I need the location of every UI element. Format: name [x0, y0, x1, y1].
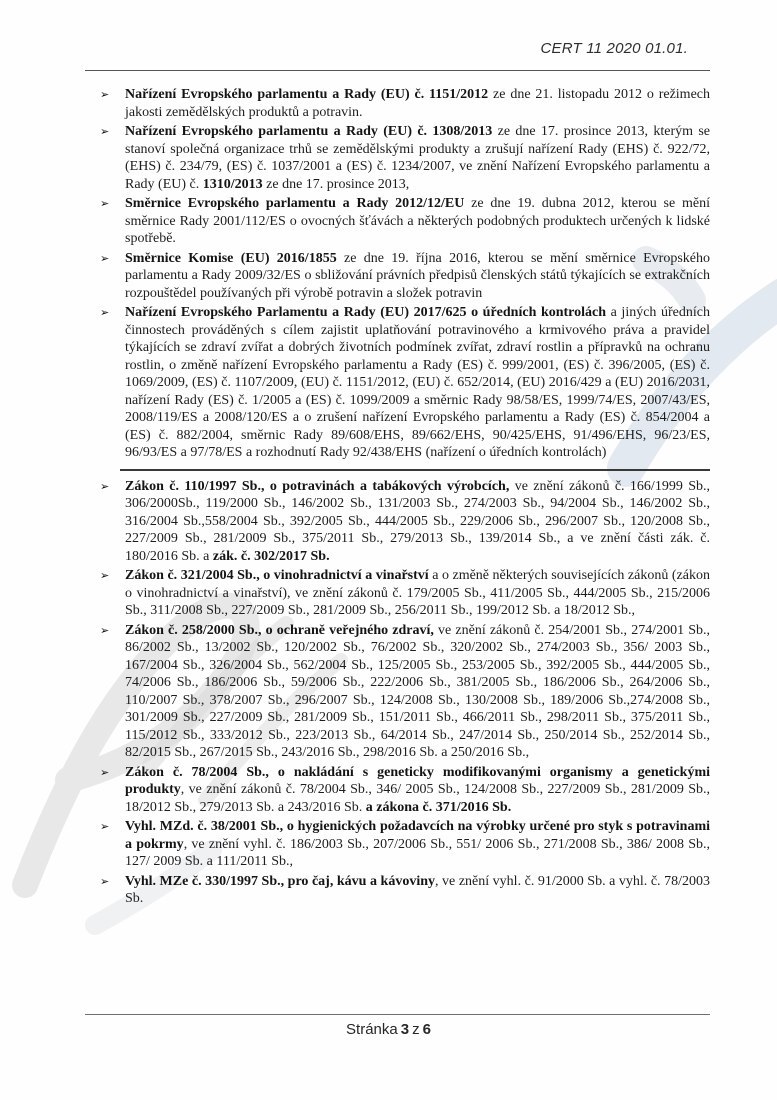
total-pages: 6 [422, 1021, 431, 1038]
arrow-bullet-icon: ➢ [100, 252, 110, 265]
arrow-bullet-icon: ➢ [100, 89, 110, 101]
current-page: 3 [400, 1021, 410, 1038]
list-item [85, 478, 710, 566]
footer-rule [85, 1014, 710, 1015]
list-item-text: Vyhl. MZe č. 330/1997 Sb., pro čaj, kávu a kávoviny, ve znění vyhl. č. 91/2000 Sb. a vyhl. č. 78/2003 Sb. [125, 873, 710, 906]
list-item [85, 250, 710, 303]
list-item-text: Nařízení Evropského Parlamentu a Rady (EU) 2017/625 o úředních kontrolách a jiných úředních činnostech prováděných s cílem zajistit uplatňování potravinového a krmivového práva a pravidel týkajících se zdraví zvířat a dobrých životních podmínek zvířat, zdraví rostlin a přípravků na ochranu rostlin, o změně nařízení Evropského parlamentu a Rady (ES) č. 999/2001, (ES) č. 396/2005, (ES) č. 1069/2009, (ES) č. 1107/2009, (EU) č. 1151/2012, (EU) č. 652/2014, (EU) 2016/429 a (EU) 2016/2031, nařízení Rady (ES) č. 1/2005 a (ES) č. 1099/2009 a směrnic Rady 98/58/ES, 1999/74/ES, 2007/43/ES, 2008/119/ES a 2008/120/ES a o zrušení nařízení Evropského parlamentu a Rady (ES) č. 854/2004 a (ES) č. 882/2004, směrnic Rady 89/608/EHS, 89/662/EHS, 90/425/EHS, 91/496/EHS, 96/23/ES, 96/93/ES a 97/78/ES a rozhodnutí Rady 92/438/EHS (nařízení o úředních kontrolách) [125, 305, 710, 460]
list-item-text: Vyhl. MZd. č. 38/2001 Sb., o hygienických požadavcích na výrobky určené pro styk s potravinami a pokrmy, ve znění vyhl. č. 186/2003 Sb., 207/2006 Sb., 551/ 2006 Sb., 271/2008 Sb., 386/ 2008 Sb., 127/ 2009 Sb. a 111/2011 Sb., [125, 819, 710, 869]
list-item-text: Zákon č. 321/2004 Sb., o vinohradnictví a vinařství a o změně některých souvisejících zákonů (zákon o vinohradnictví a vinařství), ve znění zákonů č. 179/2005 Sb., 411/2005 Sb., 444/2005 Sb., 215/2006 Sb., 311/2008 Sb., 227/2009 Sb., 281/2009 Sb., 256/2011 Sb., 199/2012 Sb. a 18/2012 Sb., [125, 568, 710, 618]
arrow-bullet-icon: ➢ [100, 307, 110, 319]
list-item-text: Zákon č. 78/2004 Sb., o nakládání s geneticky modifikovanými organismy a genetickými produkty, ve znění zákonů č. 78/2004 Sb., 346/ 2005 Sb., 124/2008 Sb., 227/2009 Sb., 281/2009 Sb., 18/2012 Sb., 279/2013 Sb. a 243/2016 Sb. a zákona č. 371/2016 Sb. [125, 764, 710, 815]
of-word: z [412, 1021, 420, 1038]
list-item [85, 86, 710, 121]
list-item [85, 764, 710, 817]
arrow-bullet-icon: ➢ [100, 126, 110, 138]
list-item [85, 195, 710, 248]
arrow-bullet-icon: ➢ [100, 480, 110, 493]
page-header [85, 40, 710, 71]
header-rule [85, 70, 710, 71]
arrow-bullet-icon: ➢ [100, 875, 110, 888]
list-item [85, 304, 710, 462]
section-separator [120, 469, 710, 471]
list-item-text: Nařízení Evropského parlamentu a Rady (EU) č. 1308/2013 ze dne 17. prosince 2013, kterým se stanoví společná organizace trhů se zemědělskými produkty a zrušují nařízení Rady (EHS) č. 922/72, (EHS) č. 234/79, (ES) č. 1037/2001 a (ES) č. 1234/2007, ve znění Nařízení Evropského parlamentu a Rady (EU) č. 1310/2013 ze dne 17. prosince 2013, [125, 124, 710, 192]
document-body [85, 86, 710, 910]
arrow-bullet-icon: ➢ [100, 570, 110, 582]
list-item [85, 873, 710, 908]
list-item-text: Směrnice Komise (EU) 2016/1855 ze dne 19. října 2016, kterou se mění směrnice Evropského parlamentu a Rady 2009/32/ES o sbližování právních předpisů členských států týkajících se extrakčních rozpouštědel používaných při výrobě potravin a složek potravin [125, 250, 711, 301]
arrow-bullet-icon: ➢ [100, 821, 110, 833]
list-item [85, 622, 710, 762]
list-item [85, 123, 710, 193]
arrow-bullet-icon: ➢ [100, 198, 110, 210]
list-item-text: Zákon č. 258/2000 Sb., o ochraně veřejného zdraví, ve znění zákonů č. 254/2001 Sb., 274/2001 Sb., 86/2002 Sb., 13/2002 Sb., 120/2002 Sb., 76/2002 Sb., 320/2002 Sb., 274/2003 Sb., 356/ 2003 Sb., 167/2004 Sb., 326/2004 Sb., 562/2004 Sb., 125/2005 Sb., 253/2005 Sb., 392/2005 Sb., 444/2005 Sb., 74/2006 Sb., 186/2006 Sb., 59/2006 Sb., 222/2006 Sb., 381/2005 Sb., 186/2006 Sb., 264/2006 Sb., 110/2007 Sb., 378/2007 Sb., 296/2007 Sb., 124/2008 Sb., 130/2008 Sb., 189/2006 Sb.,274/2008 Sb., 301/2009 Sb., 227/2009 Sb., 281/2009 Sb., 151/2011 Sb., 466/2011 Sb., 298/2011 Sb., 375/2011 Sb., 115/2012 Sb., 333/2012 Sb., 223/2013 Sb., 64/2014 Sb., 247/2014 Sb., 250/2014 Sb., 252/2014 Sb., 82/2015 Sb., 267/2015 Sb., 243/2016 Sb., 298/2016 Sb. a 250/2016 Sb., [125, 622, 710, 760]
arrow-bullet-icon: ➢ [100, 766, 110, 779]
list-item [85, 567, 710, 620]
arrow-bullet-icon: ➢ [100, 624, 110, 637]
national-laws-list [85, 478, 710, 908]
list-item [85, 818, 710, 871]
page-number-label: Stránka [346, 1021, 398, 1038]
page-number [0, 1021, 777, 1038]
list-item-text: Nařízení Evropského parlamentu a Rady (EU) č. 1151/2012 ze dne 21. listopadu 2012 o režimech jakosti zemědělských produktů a potravin. [125, 87, 710, 120]
document-code: CERT 11 2020 01.01. [540, 40, 688, 57]
list-item-text: Zákon č. 110/1997 Sb., o potravinách a tabákových výrobcích, ve znění zákonů č. 166/1999 Sb., 306/2000Sb., 119/2000 Sb., 146/2002 Sb., 131/2003 Sb., 274/2003 Sb., 94/2004 Sb., 146/2002 Sb., 316/2004 Sb.,558/2004 Sb., 392/2005 Sb., 444/2005 Sb., 229/2006 Sb., 296/2007 Sb., 120/2008 Sb., 227/2009 Sb., 281/2009 Sb., 375/2011 Sb., 279/2013 Sb., 139/2014 Sb., a ve znění části zák. č. 180/2016 Sb. a zák. č. 302/2017 Sb. [125, 478, 710, 564]
list-item-text: Směrnice Evropského parlamentu a Rady 2012/12/EU ze dne 19. dubna 2012, kterou se mění směrnice Rady 2001/112/ES o ovocných šťávách a některých podobných produktech určených k lidské spotřebě. [125, 196, 710, 246]
eu-regulations-list [85, 86, 710, 462]
